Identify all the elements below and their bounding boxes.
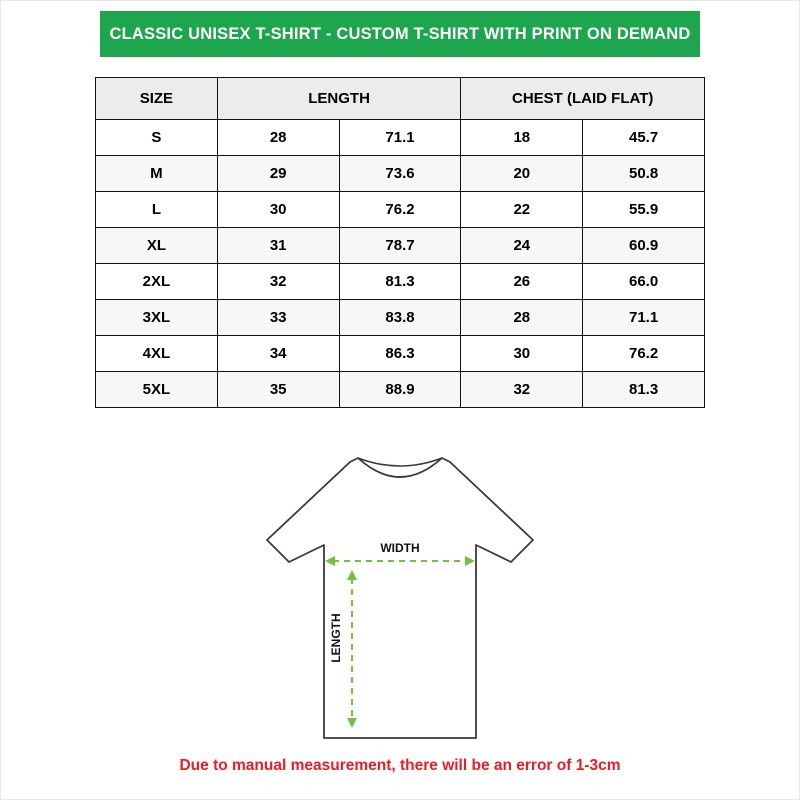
chest-cm-cell: 55.9 — [583, 192, 705, 228]
length-in-cell: 33 — [217, 300, 339, 336]
size-cell: 3XL — [96, 300, 218, 336]
length-cm-cell: 73.6 — [339, 156, 461, 192]
size-chart-table — [95, 77, 705, 408]
size-cell: L — [96, 192, 218, 228]
length-cm-cell: 88.9 — [339, 372, 461, 408]
measurement-error-note: Due to manual measurement, there will be an error of 1-3cm — [179, 757, 621, 774]
chest-cm-cell: 60.9 — [583, 228, 705, 264]
length-in-cell: 32 — [217, 264, 339, 300]
chest-cm-cell: 76.2 — [583, 336, 705, 372]
chest-in-cell: 24 — [461, 228, 583, 264]
size-cell: S — [96, 120, 218, 156]
chest-cm-cell: 66.0 — [583, 264, 705, 300]
length-in-cell: 35 — [217, 372, 339, 408]
length-cm-cell: 86.3 — [339, 336, 461, 372]
chest-cm-cell: 71.1 — [583, 300, 705, 336]
width-label: WIDTH — [380, 541, 420, 555]
length-in-cell: 28 — [217, 120, 339, 156]
length-in-cell: 29 — [217, 156, 339, 192]
length-in-cell: 34 — [217, 336, 339, 372]
chest-in-cell: 28 — [461, 300, 583, 336]
size-cell: M — [96, 156, 218, 192]
table-row — [96, 264, 705, 300]
length-cm-cell: 76.2 — [339, 192, 461, 228]
tshirt-diagram-svg — [252, 448, 548, 748]
chest-in-cell: 32 — [461, 372, 583, 408]
length-in-cell: 31 — [217, 228, 339, 264]
length-cm-cell: 83.8 — [339, 300, 461, 336]
table-row — [96, 120, 705, 156]
tshirt-measurement-diagram — [252, 448, 548, 748]
size-cell: XL — [96, 228, 218, 264]
table-row — [96, 336, 705, 372]
length-cm-cell: 71.1 — [339, 120, 461, 156]
length-cm-cell: 81.3 — [339, 264, 461, 300]
collar-band — [358, 458, 442, 466]
length-label: LENGTH — [329, 613, 343, 663]
table-row — [96, 156, 705, 192]
chest-in-cell: 20 — [461, 156, 583, 192]
page-title: CLASSIC UNISEX T-SHIRT - CUSTOM T-SHIRT WITH PRINT ON DEMAND — [109, 24, 691, 43]
chest-cm-cell: 50.8 — [583, 156, 705, 192]
chest-in-cell: 18 — [461, 120, 583, 156]
chest-in-cell: 22 — [461, 192, 583, 228]
length-in-cell: 30 — [217, 192, 339, 228]
size-cell: 4XL — [96, 336, 218, 372]
table-row — [96, 192, 705, 228]
chest-in-cell: 30 — [461, 336, 583, 372]
size-cell: 5XL — [96, 372, 218, 408]
header-length: LENGTH — [217, 78, 461, 120]
table-row — [96, 372, 705, 408]
header-chest: CHEST (LAID FLAT) — [461, 78, 705, 120]
chest-cm-cell: 81.3 — [583, 372, 705, 408]
title-banner — [100, 11, 700, 57]
table-header-row — [96, 78, 705, 120]
size-cell: 2XL — [96, 264, 218, 300]
chest-cm-cell: 45.7 — [583, 120, 705, 156]
chest-in-cell: 26 — [461, 264, 583, 300]
tshirt-outline — [267, 458, 533, 738]
table-row — [96, 228, 705, 264]
table-row — [96, 300, 705, 336]
header-size: SIZE — [96, 78, 218, 120]
length-cm-cell: 78.7 — [339, 228, 461, 264]
